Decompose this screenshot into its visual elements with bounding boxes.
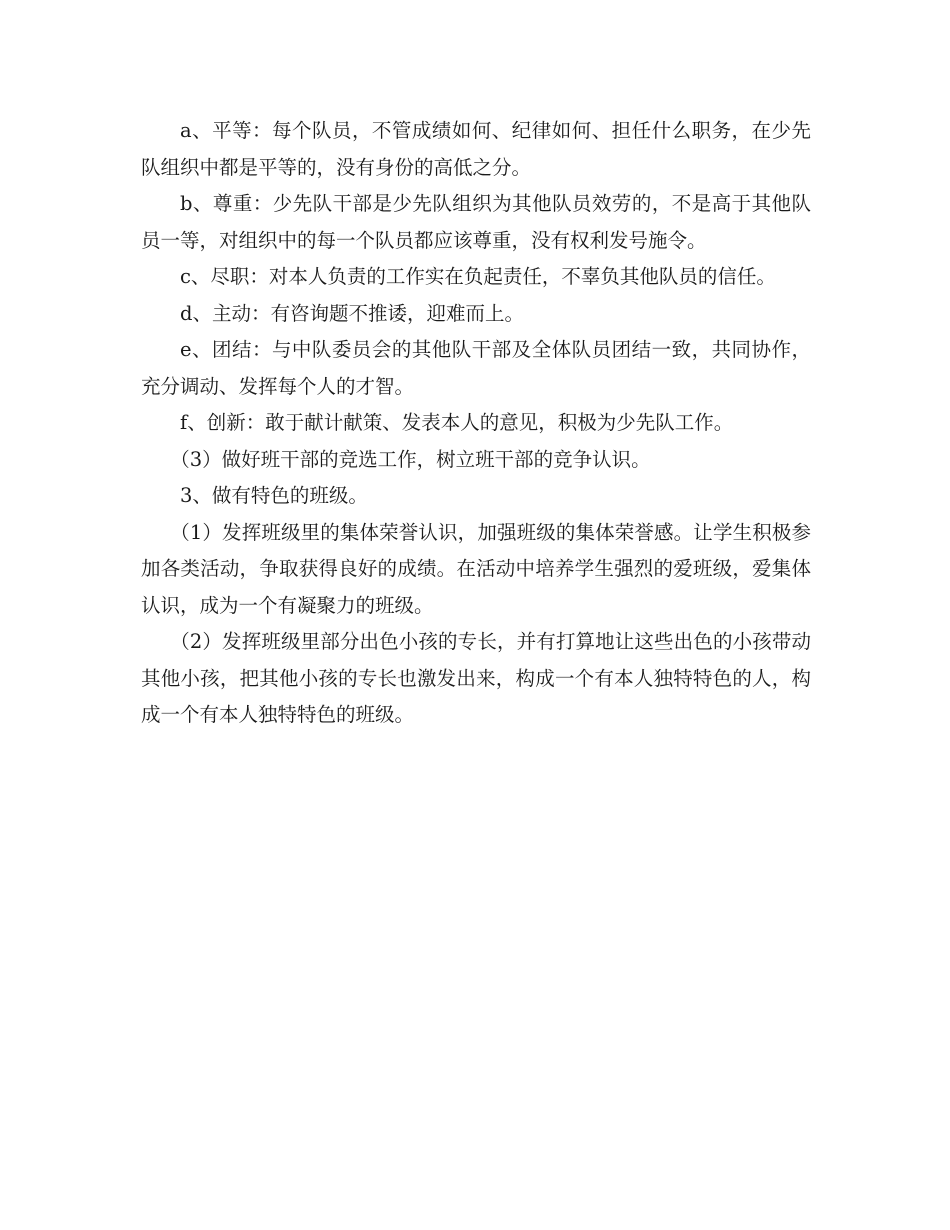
paragraph-principle-duty: c、尽职：对本人负责的工作实在负起责任，不辜负其他队员的信任。: [180, 265, 776, 288]
paragraph-principle-innovation: f、创新：敢于献计献策、发表本人的意见，积极为少先队工作。: [180, 411, 734, 434]
paragraph-item-2-talent: （2）发挥班级里部分出色小孩的专长，并有打算地让这些出色的小孩带动其他小孩，把其他小孩的专长也激发出来，构成一个有本人独特特色的人，构成一个有本人独特特色的班级。: [141, 630, 811, 726]
paragraph-principle-equality: a、平等：每个队员，不管成绩如何、纪律如何、担任什么职务，在少先队组织中都是平等的，没有身份的高低之分。: [141, 119, 811, 179]
paragraph-principle-unity: e、团结：与中队委员会的其他队干部及全体队员团结一致，共同协作，充分调动、发挥每个人的才智。: [141, 338, 811, 398]
paragraph-item-3-election: （3）做好班干部的竞选工作，树立班干部的竞争认识。: [170, 447, 651, 471]
paragraph-item-1-honor: （1）发挥班级里的集体荣誉认识，加强班级的集体荣誉感。让学生积极参加各类活动，争取获得良好的成绩。在活动中培养学生强烈的爱班级，爱集体认识，成为一个有凝聚力的班级。: [141, 520, 811, 617]
paragraph-principle-respect: b、尊重：少先队干部是少先队组织为其他队员效劳的，不是高于其他队员一等，对组织中的每一个队员都应该尊重，没有权利发号施令。: [141, 192, 811, 252]
document-page: [141, 113, 811, 734]
section-heading-3: 3、做有特色的班级。: [180, 484, 368, 507]
paragraph-principle-initiative: d、主动：有咨询题不推诿，迎难而上。: [180, 301, 524, 325]
